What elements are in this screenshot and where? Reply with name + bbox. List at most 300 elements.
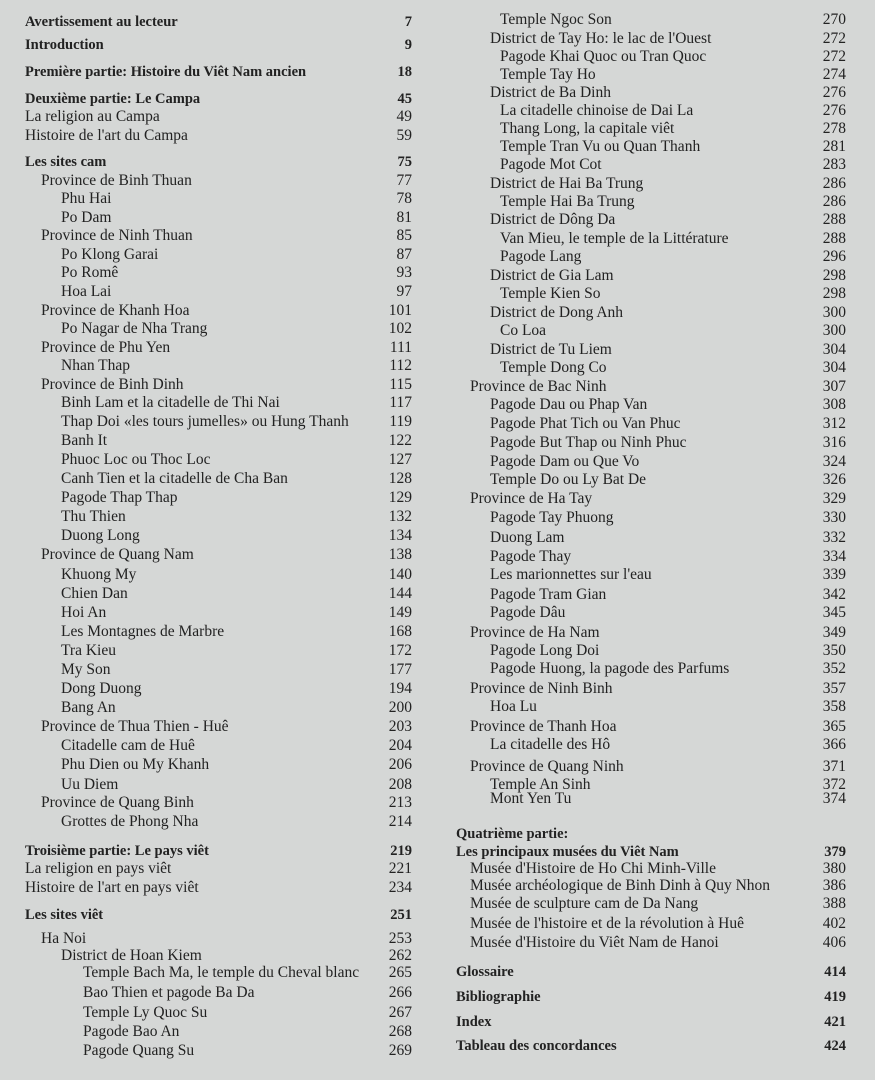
- toc-entry-title: Musée de sculpture cam de Da Nang: [470, 895, 699, 912]
- toc-entry: [0, 90, 440, 108]
- toc-entry-title: Pagode But Thap ou Ninh Phuc: [490, 434, 687, 451]
- toc-entry: [0, 527, 440, 545]
- toc-entry-title: District de Tu Liem: [490, 341, 612, 358]
- toc-entry-page-number: 274: [822, 66, 846, 83]
- toc-entry-title: Musée de l'histoire et de la révolution à Huê: [470, 915, 744, 932]
- toc-entry-title: Thang Long, la capitale viêt: [500, 120, 675, 137]
- toc-entry-title: Les sites cam: [25, 154, 107, 170]
- toc-entry-page-number: 213: [388, 794, 412, 811]
- toc-entry: [0, 1023, 440, 1041]
- toc-entry-page-number: 78: [396, 190, 412, 207]
- toc-entry-page-number: 380: [822, 860, 846, 877]
- toc-entry: [440, 790, 875, 808]
- toc-entry: [0, 794, 440, 812]
- toc-entry-title: Canh Tien et la citadelle de Cha Ban: [61, 470, 288, 487]
- toc-entry: [440, 66, 875, 84]
- toc-entry: [0, 623, 440, 641]
- toc-entry-title: Tableau des concordances: [456, 1038, 617, 1054]
- toc-entry-title: Musée d'Histoire du Viêt Nam de Hanoi: [470, 934, 719, 951]
- toc-entry-title: My Son: [61, 661, 111, 678]
- toc-entry-title: Pagode Bao An: [83, 1023, 180, 1040]
- toc-entry-title: Temple An Sinh: [490, 776, 591, 793]
- toc-entry-title: Bibliographie: [456, 989, 541, 1005]
- toc-entry-title: District de Dông Da: [490, 211, 616, 228]
- toc-entry-page-number: 200: [388, 699, 412, 716]
- toc-entry-title: Province de Khanh Hoa: [41, 302, 190, 319]
- toc-entry: [440, 102, 875, 120]
- toc-entry-page-number: 18: [397, 64, 412, 80]
- toc-entry-page-number: 308: [822, 396, 846, 413]
- toc-entry-page-number: 128: [388, 470, 412, 487]
- toc-entry-page-number: 334: [822, 548, 846, 565]
- toc-entry-page-number: 330: [822, 509, 846, 526]
- toc-entry-page-number: 379: [824, 844, 846, 860]
- toc-entry-page-number: 127: [388, 451, 412, 468]
- toc-entry-page-number: 350: [822, 642, 846, 659]
- toc-entry: [440, 193, 875, 211]
- toc-entry-page-number: 265: [388, 964, 412, 981]
- toc-entry: [440, 509, 875, 527]
- toc-entry-page-number: 366: [822, 736, 846, 753]
- toc-entry-page-number: 288: [822, 230, 846, 247]
- toc-entry: [440, 471, 875, 489]
- toc-entry-page-number: 374: [822, 790, 846, 807]
- toc-entry-page-number: 112: [389, 357, 412, 374]
- toc-entry-title: Bao Thien et pagode Ba Da: [83, 984, 255, 1001]
- toc-entry-page-number: 332: [822, 529, 846, 546]
- toc-entry: [0, 1042, 440, 1060]
- toc-entry-title: Glossaire: [456, 964, 514, 980]
- toc-entry: [440, 359, 875, 377]
- toc-entry-title: Pagode Tram Gian: [490, 586, 607, 603]
- toc-entry: [440, 120, 875, 138]
- toc-entry-title: Province de Ninh Thuan: [41, 227, 193, 244]
- toc-entry-page-number: 140: [388, 566, 412, 583]
- toc-entry-page-number: 298: [822, 267, 846, 284]
- toc-entry: [440, 877, 875, 895]
- toc-entry-page-number: 102: [388, 320, 412, 337]
- toc-entry-page-number: 203: [388, 718, 412, 735]
- toc-entry-title: Duong Long: [61, 527, 140, 544]
- toc-entry-title: Quatrième partie:: [456, 826, 569, 842]
- toc-entry-page-number: 276: [822, 102, 846, 119]
- toc-entry-page-number: 342: [822, 586, 846, 603]
- toc-entry-page-number: 194: [388, 680, 412, 697]
- toc-entry-title: Hoi An: [61, 604, 107, 621]
- toc-entry: [0, 964, 440, 982]
- toc-entry-page-number: 326: [822, 471, 846, 488]
- toc-entry-title: Pagode Phat Tich ou Van Phuc: [490, 415, 681, 432]
- toc-entry-page-number: 283: [822, 156, 846, 173]
- toc-entry: [0, 357, 440, 375]
- toc-entry-title: Temple Kien So: [500, 285, 601, 302]
- toc-entry-page-number: 129: [388, 489, 412, 506]
- toc-entry-title: Ha Noi: [41, 930, 87, 947]
- toc-entry-title: Histoire de l'art en pays viêt: [25, 879, 199, 896]
- toc-entry-page-number: 9: [404, 37, 412, 53]
- toc-entry-title: Uu Diem: [61, 776, 119, 793]
- toc-entry-page-number: 365: [822, 718, 846, 735]
- toc-entry-page-number: 101: [388, 302, 412, 319]
- toc-entry-page-number: 329: [822, 490, 846, 507]
- toc-entry-page-number: 357: [822, 680, 846, 697]
- toc-entry-title: District de Ba Dinh: [490, 84, 611, 101]
- toc-entry-title: Première partie: Histoire du Viêt Nam ancien: [25, 64, 307, 80]
- toc-entry: [440, 211, 875, 229]
- toc-entry-page-number: 93: [396, 264, 412, 281]
- toc-entry-page-number: 349: [822, 624, 846, 641]
- toc-entry-title: Temple Hai Ba Trung: [500, 193, 635, 210]
- toc-entry-page-number: 111: [389, 339, 412, 356]
- toc-entry-page-number: 262: [388, 947, 412, 964]
- toc-entry-page-number: 144: [388, 585, 412, 602]
- toc-entry: [440, 860, 875, 878]
- toc-entry-title: District de Hoan Kiem: [61, 947, 202, 964]
- toc-entry-title: Dong Duong: [61, 680, 142, 697]
- toc-entry: [0, 108, 440, 126]
- toc-entry-page-number: 214: [388, 813, 412, 830]
- toc-entry: [440, 84, 875, 102]
- toc-entry-page-number: 204: [388, 737, 412, 754]
- toc-entry-title: Pagode Thay: [490, 548, 572, 565]
- toc-entry-title: Province de Thanh Hoa: [470, 718, 617, 735]
- toc-entry-page-number: 424: [824, 1038, 846, 1054]
- toc-entry: [0, 879, 440, 897]
- toc-entry-title: District de Tay Ho: le lac de l'Ouest: [490, 30, 712, 47]
- toc-entry-title: District de Gia Lam: [490, 267, 614, 284]
- toc-entry-title: Province de Thua Thien - Huê: [41, 718, 229, 735]
- toc-entry-title: Po Romê: [61, 264, 119, 281]
- toc-entry-title: Chien Dan: [61, 585, 128, 602]
- toc-entry: [0, 489, 440, 507]
- toc-entry-page-number: 7: [404, 14, 412, 30]
- toc-entry-title: Pagode Quang Su: [83, 1042, 195, 1059]
- toc-entry-page-number: 414: [824, 964, 846, 980]
- toc-entry-page-number: 307: [822, 378, 846, 395]
- toc-entry-page-number: 304: [822, 341, 846, 358]
- toc-entry: [440, 48, 875, 66]
- toc-entry-page-number: 281: [822, 138, 846, 155]
- toc-entry-title: Pagode Huong, la pagode des Parfums: [490, 660, 730, 677]
- toc-entry-title: Province de Bac Ninh: [470, 378, 607, 395]
- toc-entry-page-number: 206: [388, 756, 412, 773]
- toc-entry: [0, 209, 440, 227]
- toc-entry-title: La religion au Campa: [25, 108, 160, 125]
- toc-entry: [0, 546, 440, 564]
- toc-entry-title: Phuoc Loc ou Thoc Loc: [61, 451, 211, 468]
- toc-entry: [0, 264, 440, 282]
- toc-entry-title: Province de Ha Tay: [470, 490, 593, 507]
- toc-entry-page-number: 304: [822, 359, 846, 376]
- toc-entry-page-number: 253: [388, 930, 412, 947]
- toc-entry-title: Introduction: [25, 37, 104, 53]
- toc-entry: [0, 172, 440, 190]
- toc-entry: [0, 339, 440, 357]
- toc-entry: [440, 604, 875, 622]
- toc-entry-title: Histoire de l'art du Campa: [25, 127, 188, 144]
- toc-entry-title: Pagode Khai Quoc ou Tran Quoc: [500, 48, 707, 65]
- toc-entry: [440, 378, 875, 396]
- toc-entry-page-number: 300: [822, 322, 846, 339]
- toc-entry: [0, 63, 440, 81]
- toc-entry-page-number: 352: [822, 660, 846, 677]
- toc-entry: [0, 127, 440, 145]
- toc-entry-page-number: 386: [822, 877, 846, 894]
- toc-entry-page-number: 268: [388, 1023, 412, 1040]
- toc-entry-title: Van Mieu, le temple de la Littérature: [500, 230, 729, 247]
- toc-entry-page-number: 59: [396, 127, 412, 144]
- toc-entry: [0, 283, 440, 301]
- toc-entry-page-number: 134: [388, 527, 412, 544]
- toc-entry-page-number: 149: [388, 604, 412, 621]
- toc-entry: [0, 737, 440, 755]
- toc-entry: [440, 285, 875, 303]
- toc-entry-page-number: 115: [389, 376, 412, 393]
- toc-entry-title: Les principaux musées du Viêt Nam: [456, 844, 679, 860]
- toc-entry-title: Thap Doi «les tours jumelles» ou Hung Thanh: [61, 413, 349, 430]
- toc-entry: [0, 699, 440, 717]
- toc-entry-title: Phu Dien ou My Khanh: [61, 756, 210, 773]
- toc-entry-page-number: 300: [822, 304, 846, 321]
- toc-entry: [440, 1013, 875, 1031]
- toc-entry-title: Duong Lam: [490, 529, 565, 546]
- toc-entry-page-number: 132: [388, 508, 412, 525]
- toc-entry: [0, 246, 440, 264]
- toc-entry-title: Tra Kieu: [61, 642, 116, 659]
- toc-entry-title: Temple Bach Ma, le temple du Cheval blanc: [83, 964, 360, 981]
- toc-entry-page-number: 339: [822, 566, 846, 583]
- toc-entry: [440, 988, 875, 1006]
- toc-entry: [0, 813, 440, 831]
- toc-entry-page-number: 208: [388, 776, 412, 793]
- toc-entry: [440, 895, 875, 913]
- toc-entry: [0, 860, 440, 878]
- toc-entry-title: Les marionnettes sur l'eau: [490, 566, 652, 583]
- toc-entry: [440, 758, 875, 776]
- toc-entry: [440, 490, 875, 508]
- toc-entry-page-number: 276: [822, 84, 846, 101]
- toc-entry: [440, 566, 875, 584]
- toc-entry-page-number: 221: [388, 860, 412, 877]
- toc-entry-title: Troisième partie: Le pays viêt: [25, 843, 209, 859]
- toc-entry-page-number: 345: [822, 604, 846, 621]
- toc-entry-title: Province de Quang Binh: [41, 794, 194, 811]
- toc-entry-page-number: 372: [822, 776, 846, 793]
- toc-entry-page-number: 138: [388, 546, 412, 563]
- toc-entry: [440, 396, 875, 414]
- toc-entry-title: Province de Ninh Binh: [470, 680, 613, 697]
- toc-entry: [440, 453, 875, 471]
- toc-entry-title: Po Dam: [61, 209, 112, 226]
- toc-entry: [440, 156, 875, 174]
- toc-entry: [0, 153, 440, 171]
- toc-entry: [0, 604, 440, 622]
- toc-entry: [440, 736, 875, 754]
- toc-entry-title: Province de Quang Ninh: [470, 758, 624, 775]
- toc-entry: [440, 642, 875, 660]
- toc-entry: [440, 529, 875, 547]
- toc-entry-title: Province de Binh Thuan: [41, 172, 192, 189]
- toc-entry: [0, 470, 440, 488]
- toc-entry: [440, 660, 875, 678]
- toc-entry-page-number: 388: [822, 895, 846, 912]
- toc-entry: [440, 434, 875, 452]
- toc-entry-title: Hoa Lai: [61, 283, 112, 300]
- toc-entry: [440, 304, 875, 322]
- toc-entry-page-number: 119: [389, 413, 412, 430]
- toc-entry: [0, 36, 440, 54]
- toc-entry-title: Pagode Tay Phuong: [490, 509, 614, 526]
- toc-entry-title: Temple Tran Vu ou Quan Thanh: [500, 138, 701, 155]
- toc-entry: [440, 30, 875, 48]
- toc-entry-page-number: 267: [388, 1004, 412, 1021]
- toc-entry-page-number: 168: [388, 623, 412, 640]
- toc-entry: [440, 718, 875, 736]
- toc-entry-title: Pagode Lang: [500, 248, 582, 265]
- toc-entry-title: Po Klong Garai: [61, 246, 159, 263]
- toc-entry-page-number: 272: [822, 48, 846, 65]
- toc-entry-title: Pagode Dau ou Phap Van: [490, 396, 648, 413]
- toc-entry-title: Khuong My: [61, 566, 137, 583]
- toc-entry: [0, 642, 440, 660]
- toc-entry-title: Pagode Long Doi: [490, 642, 600, 659]
- toc-entry-title: Pagode Dam ou Que Vo: [490, 453, 640, 470]
- toc-entry-page-number: 81: [396, 209, 412, 226]
- toc-entry-title: Musée d'Histoire de Ho Chi Minh-Ville: [470, 860, 716, 877]
- toc-entry-page-number: 298: [822, 285, 846, 302]
- toc-entry-page-number: 85: [396, 227, 412, 244]
- toc-entry-title: Les sites viêt: [25, 907, 104, 923]
- toc-entry-title: Phu Hai: [61, 190, 112, 207]
- toc-entry: [440, 698, 875, 716]
- toc-entry: [440, 322, 875, 340]
- toc-entry: [440, 915, 875, 933]
- toc-entry-page-number: 219: [390, 843, 412, 859]
- toc-entry: [0, 930, 440, 948]
- toc-entry: [440, 843, 875, 861]
- toc-entry: [0, 984, 440, 1002]
- toc-entry-page-number: 49: [396, 108, 412, 125]
- toc-entry: [440, 586, 875, 604]
- toc-entry: [0, 661, 440, 679]
- toc-entry: [0, 680, 440, 698]
- toc-entry-title: Province de Phu Yen: [41, 339, 171, 356]
- toc-entry: [0, 585, 440, 603]
- toc-entry: [0, 227, 440, 245]
- toc-entry-title: La citadelle des Hô: [490, 736, 611, 753]
- toc-entry: [0, 508, 440, 526]
- toc-entry: [440, 248, 875, 266]
- toc-entry: [0, 432, 440, 450]
- toc-entry-title: Index: [456, 1014, 492, 1030]
- toc-entry-title: Province de Ha Nam: [470, 624, 600, 641]
- toc-entry: [0, 756, 440, 774]
- toc-entry-title: Grottes de Phong Nha: [61, 813, 199, 830]
- toc-entry: [440, 680, 875, 698]
- toc-entry-page-number: 312: [822, 415, 846, 432]
- toc-entry-title: Thu Thien: [61, 508, 126, 525]
- toc-entry: [0, 947, 440, 965]
- toc-entry-page-number: 358: [822, 698, 846, 715]
- toc-entry-title: Temple Ngoc Son: [500, 11, 612, 28]
- toc-entry-title: Co Loa: [500, 322, 547, 339]
- toc-entry-title: Les Montagnes de Marbre: [61, 623, 225, 640]
- toc-entry-title: District de Hai Ba Trung: [490, 175, 644, 192]
- toc-entry-title: Banh It: [61, 432, 108, 449]
- toc-entry-title: Pagode Thap Thap: [61, 489, 178, 506]
- toc-entry-page-number: 272: [822, 30, 846, 47]
- toc-entry-title: Mont Yen Tu: [490, 790, 572, 807]
- toc-entry-page-number: 177: [388, 661, 412, 678]
- toc-entry: [440, 548, 875, 566]
- toc-entry-page-number: 266: [388, 984, 412, 1001]
- toc-entry: [440, 138, 875, 156]
- toc-entry: [440, 415, 875, 433]
- toc-entry: [0, 320, 440, 338]
- toc-entry: [0, 776, 440, 794]
- toc-entry-title: Province de Binh Dinh: [41, 376, 184, 393]
- toc-entry-page-number: 288: [822, 211, 846, 228]
- toc-entry-page-number: 234: [388, 879, 412, 896]
- toc-entry-page-number: 87: [396, 246, 412, 263]
- toc-entry: [0, 302, 440, 320]
- toc-entry: [0, 451, 440, 469]
- toc-entry-page-number: 45: [397, 91, 412, 107]
- toc-entry-title: Pagode Dâu: [490, 604, 566, 621]
- toc-entry-title: Temple Ly Quoc Su: [83, 1004, 208, 1021]
- toc-entry-page-number: 406: [822, 934, 846, 951]
- toc-entry: [0, 842, 440, 860]
- toc-entry-page-number: 172: [388, 642, 412, 659]
- toc-entry-title: Temple Dong Co: [500, 359, 607, 376]
- toc-entry-title: Hoa Lu: [490, 698, 537, 715]
- toc-entry-title: Temple Do ou Ly Bat De: [490, 471, 647, 488]
- toc-entry-page-number: 421: [824, 1014, 846, 1030]
- toc-entry-page-number: 251: [390, 907, 412, 923]
- toc-entry: [440, 825, 875, 843]
- toc-entry-page-number: 402: [822, 915, 846, 932]
- toc-entry: [440, 624, 875, 642]
- toc-entry-title: Deuxième partie: Le Campa: [25, 91, 201, 107]
- toc-entry: [0, 906, 440, 924]
- toc-entry-title: Pagode Mot Cot: [500, 156, 602, 173]
- toc-entry-page-number: 77: [396, 172, 412, 189]
- toc-entry-title: Bang An: [61, 699, 116, 716]
- toc-entry: [0, 394, 440, 412]
- toc-entry: [440, 1037, 875, 1055]
- toc-entry-page-number: 117: [389, 394, 412, 411]
- toc-entry-page-number: 122: [388, 432, 412, 449]
- toc-entry: [0, 376, 440, 394]
- toc-entry-page-number: 97: [396, 283, 412, 300]
- toc-entry-title: Po Nagar de Nha Trang: [61, 320, 208, 337]
- toc-entry-title: La religion en pays viêt: [25, 860, 172, 877]
- toc-entry: [440, 267, 875, 285]
- toc-entry-page-number: 278: [822, 120, 846, 137]
- toc-entry-page-number: 286: [822, 193, 846, 210]
- toc-entry: [0, 413, 440, 431]
- toc-entry-page-number: 286: [822, 175, 846, 192]
- toc-entry: [0, 718, 440, 736]
- toc-entry-page-number: 296: [822, 248, 846, 265]
- toc-entry-page-number: 269: [388, 1042, 412, 1059]
- toc-entry-page-number: 75: [397, 154, 412, 170]
- toc-entry: [440, 963, 875, 981]
- toc-entry-title: Binh Lam et la citadelle de Thi Nai: [61, 394, 280, 411]
- toc-entry: [440, 341, 875, 359]
- toc-entry-title: Musée archéologique de Binh Dinh à Quy Nhon: [470, 877, 771, 894]
- toc-entry-title: Province de Quang Nam: [41, 546, 194, 563]
